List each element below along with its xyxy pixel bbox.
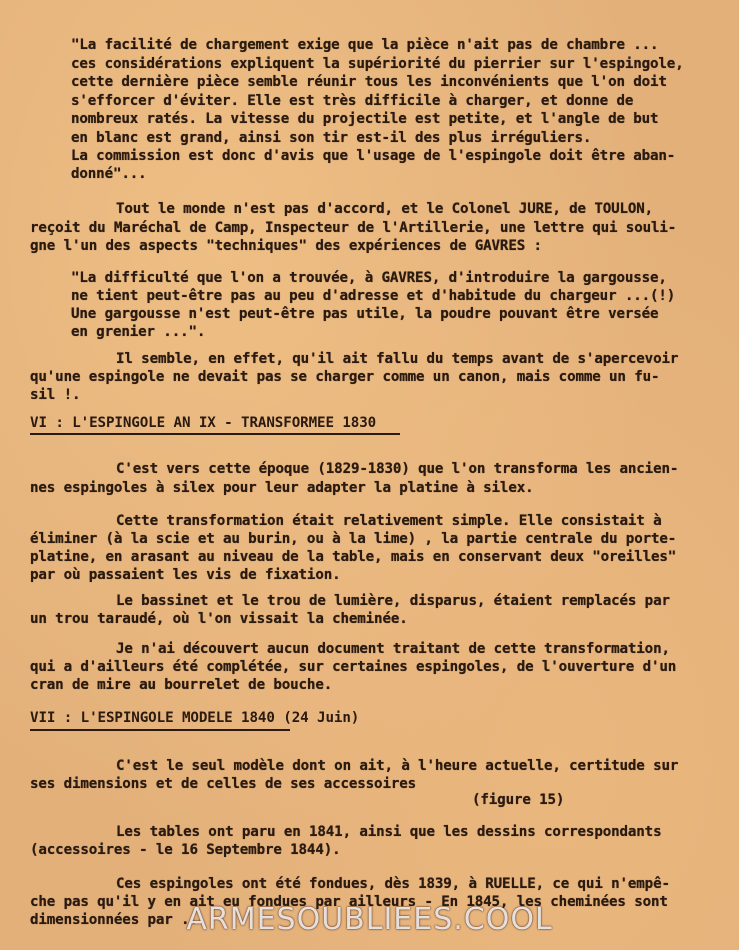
paragraph-line: C'est vers cette époque (1829-1830) que l'on transforma les ancien- xyxy=(116,461,679,477)
quote1-line: "La facilité de chargement exige que la pièce n'ait pas de chambre ... xyxy=(71,37,659,53)
quote1-line: ces considérations expliquent la supériorité du pierrier sur l'espingole, xyxy=(71,56,684,72)
quote1-line: nombreux ratés. La vitesse du projectile est petite, et l'angle de but xyxy=(71,111,659,127)
quote2-line: Une gargousse n'est peut-être pas utile, la poudre pouvant être versée xyxy=(71,306,659,322)
quote1-line: en blanc est grand, ainsi son tir est-il des plus irréguliers. xyxy=(71,130,592,146)
paragraph-line: Ces espingoles ont été fondues, dès 1839, à RUELLE, ce qui n'empê- xyxy=(116,876,670,892)
paragraph-line: Il semble, en effet, qu'il ait fallu du temps avant de s'apercevoir xyxy=(116,351,679,367)
paragraph-line: Tout le monde n'est pas d'accord, et le Colonel JURE, de TOULON, xyxy=(116,201,654,217)
figure-reference: (figure 15) xyxy=(472,792,565,808)
paragraph-line: gne l'un des aspects "techniques" des expériences de GAVRES : xyxy=(30,238,542,254)
section-heading-vii: VII : L'ESPINGOLE MODELE 1840 (24 Juin) xyxy=(30,710,360,726)
paragraph-line: dimensionnées par ... xyxy=(30,912,207,928)
paragraph-line: che pas qu'il y en ait eu fondues par ailleurs - En 1845, les cheminées sont xyxy=(30,894,668,910)
paragraph-line: platine, en arasant au niveau de la table, mais en conservant deux "oreilles" xyxy=(30,549,677,565)
paragraph-line: Le bassinet et le trou de lumière, disparus, étaient remplacés par xyxy=(116,593,670,609)
quote2-line: en grenier ...". xyxy=(71,324,206,340)
paragraph-line: éliminer (à la scie et au burin, ou à la lime) , la partie centrale du porte- xyxy=(30,531,677,547)
quote1-line: s'efforcer d'éviter. Elle est très difficile à charger, et donne de xyxy=(71,93,634,109)
paragraph-line: Je n'ai découvert aucun document traitant de cette transformation, xyxy=(116,641,670,657)
paragraph-line: nes espingoles à silex pour leur adapter la platine à silex. xyxy=(30,480,534,496)
site-watermark: ARMESOUBLIEES.COOL xyxy=(186,902,553,937)
heading-underline xyxy=(30,729,290,731)
paragraph-line: Les tables ont paru en 1841, ainsi que les dessins correspondants xyxy=(116,824,662,840)
quote2-line: ne tient peut-être pas au peu d'adresse et d'habitude du chargeur ...(!) xyxy=(71,288,676,304)
quote2-line: "La difficulté que l'on a trouvée, à GAVRES, d'introduire la gargousse, xyxy=(71,270,667,286)
paragraph-line: ses dimensions et de celles de ses accessoires xyxy=(30,776,417,792)
paragraph-line: qui a d'ailleurs été complétée, sur certaines espingoles, de l'ouverture d'un xyxy=(30,659,677,675)
paragraph-line: un trou taraudé, où l'on vissait la cheminée. xyxy=(30,611,408,627)
paragraph-line: C'est le seul modèle dont on ait, à l'heure actuelle, certitude sur xyxy=(116,758,679,774)
paragraph-line: Cette transformation était relativement simple. Elle consistait à xyxy=(116,513,662,529)
paragraph-line: par où passaient les vis de fixation. xyxy=(30,567,341,583)
quote1-line: cette dernière pièce semble réunir tous les inconvénients que l'on doit xyxy=(71,74,667,90)
paragraph-line: reçoit du Maréchal de Camp, Inspecteur de l'Artillerie, une lettre qui souli- xyxy=(30,220,677,236)
heading-underline xyxy=(30,433,400,435)
quote1-line: La commission est donc d'avis que l'usage de l'espingole doit être aban- xyxy=(71,148,676,164)
paragraph-line: cran de mire au bourrelet de bouche. xyxy=(30,677,333,693)
paragraph-line: sil !. xyxy=(30,387,81,403)
paragraph-line: qu'une espingole ne devait pas se charger comme un canon, mais comme un fu- xyxy=(30,369,660,385)
paragraph-line: (accessoires - le 16 Septembre 1844). xyxy=(30,842,341,858)
section-heading-vi: VI : L'ESPINGOLE AN IX - TRANSFORMEE 1830 xyxy=(30,415,377,431)
quote1-line: donné"... xyxy=(71,166,147,182)
